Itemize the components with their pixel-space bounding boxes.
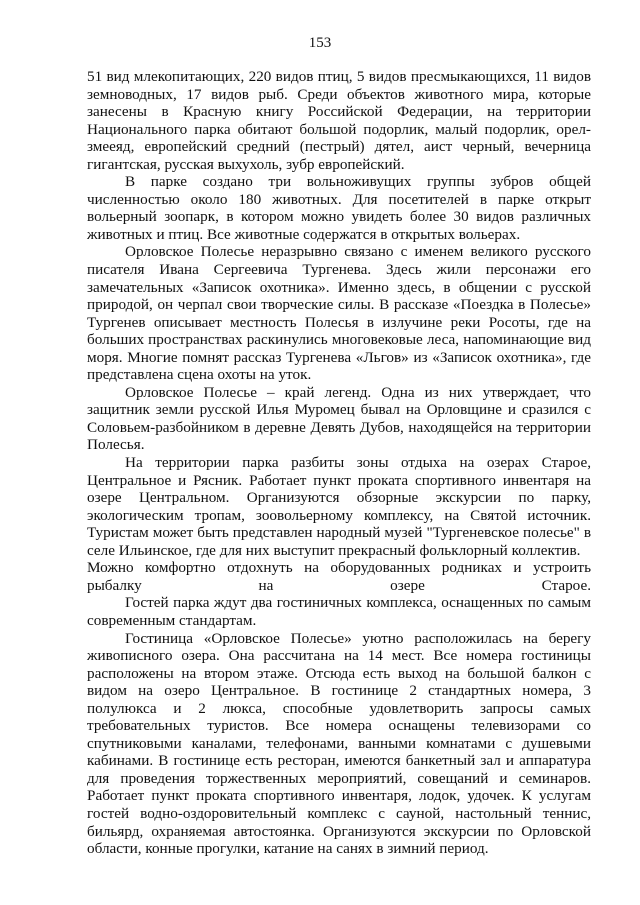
paragraph-bison-zoo: В парке создано три вольноживущих группы зубров общей численностью около 180 животных. Для посетителей в парке открыт вольерный зоопарк, в котором можно увидеть более 30 видов различных животных и птиц. Все животные содержатся в открытых вольерах. [87,173,591,243]
paragraph-recreation-zones: На территории парка разбиты зоны отдыха на озерах Старое, Центральное и Рясник. Работает пункт проката спортивного инвентаря на озере Центральном. Организуются обзорные экскурсии по парку, экологическим тропам, зоовольерному комплексу, на Святой источник. Туристам может быть представлен народный музей "Тургеневское полесье" в селе Ильинское, где для них выступит прекрасный фольклорный коллектив. [87,454,591,559]
paragraph-hotel-description: Гостиница «Орловское Полесье» уютно расположилась на берегу живописного озера. Она рассчитана на 14 мест. Все номера гостиницы расположены на втором этаже. Отсюда есть выход на большой балкон с видом на озеро Центральное. В гостинице 2 стандартных номера, 3 полулюкса и 2 люкса, способные удовлетворить запросы самых требовательных туристов. Все номера оснащены телевизорами со спутниковыми каналами, телефонами, ванными комнатами с душевыми кабинами. В гостинице есть ресторан, имеются банкетный зал и аппаратура для проведения торжественных мероприятий, совещаний и семинаров. Работает пункт проката спортивного инвентаря, лодок, удочек. К услугам гостей водно-оздоровительный комплекс с сауной, настольный теннис, бильярд, охраняемая автостоянка. Организуются экскурсии по Орловской области, конные прогулки, катание на санях в зимний период. [87,629,591,858]
paragraph-legends: Орловское Полесье – край легенд. Одна из них утверждает, что защитник земли русской Илья Муромец бывал на Орловщине и сразился с Соловьем-разбойником в деревне Девять Дубов, находящейся на территории Полесья. [87,383,591,454]
paragraph-springs-fishing: Можно комфортно отдохнуть на оборудованных родниках и устроить рыбалку на озере Старое. [87,559,591,594]
paragraph-fauna-list: 51 вид млекопитающих, 220 видов птиц, 5 видов пресмыкающихся, 11 видов земноводных, 17 видов рыб. Среди объектов животного мира, которые занесены в Красную книгу Российской Федерации, на территории Национального парка обитают большой подорлик, малый подорлик, орел-змееяд, европейский средний (пестрый) дятел, аист черный, вечерница гигантская, русская выхухоль, зубр европейский. [87,68,591,173]
paragraph-hotel-complexes: Гостей парка ждут два гостиничных комплекса, оснащенных по самым современным стандартам. [87,594,591,629]
page-number: 153 [308,35,332,51]
paragraph-turgenev: Орловское Полесье неразрывно связано с именем великого русского писателя Ивана Сергеевича Тургенева. Здесь жили персонажи его замечательных «Записок охотника». Именно здесь, в общении с русской природой, он черпал свои творческие силы. В рассказе «Поездка в Полесье» Тургенев описывает местность Полесья в излучине реки Росоты, где на больших пространствах раскинулись многовековые леса, напоминающие вид моря. Многие помнят рассказ Тургенева «Льгов» из «Записок охотника», где представлена сцена охоты на уток. [87,243,591,384]
body-text [87,68,591,858]
